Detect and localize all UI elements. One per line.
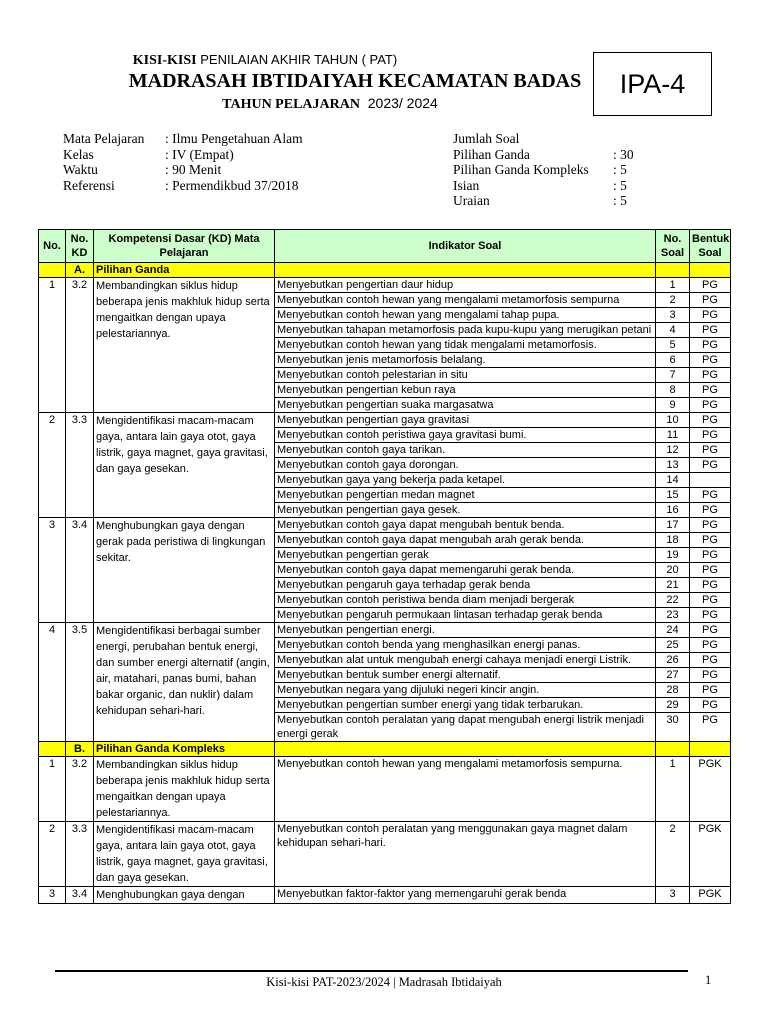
question-number: 9 xyxy=(656,398,690,413)
question-type: PG xyxy=(690,593,731,608)
meta-label: Referensi xyxy=(63,177,115,193)
header-bentuk: Bentuk Soal xyxy=(690,230,731,263)
question-number: 21 xyxy=(656,578,690,593)
kd-number: 3.4 xyxy=(66,518,94,623)
indicator-text: Menyebutkan contoh hewan yang tidak mengalami metamorfosis. xyxy=(275,338,656,353)
kd-description: Mengidentifikasi macam-macam gaya, antara lain gaya otot, gaya listrik, gaya magnet, gaya gravitasi, dan gaya gesekan. xyxy=(94,822,275,887)
question-number: 16 xyxy=(656,503,690,518)
row-number: 3 xyxy=(39,887,66,904)
question-type: PGK xyxy=(690,887,731,904)
academic-year xyxy=(0,95,660,113)
kd-description: Menghubungkan gaya dengan gerak pada peristiwa di lingkungan sekitar. xyxy=(94,518,275,623)
question-type: PG xyxy=(690,578,731,593)
question-type: PG xyxy=(690,563,731,578)
question-type: PG xyxy=(690,713,731,742)
question-number: 3 xyxy=(656,308,690,323)
indicator-text: Menyebutkan pengertian kebun raya xyxy=(275,383,656,398)
kd-number: 3.5 xyxy=(66,623,94,742)
question-number: 29 xyxy=(656,698,690,713)
indicator-text: Menyebutkan negara yang dijuluki negeri kincir angin. xyxy=(275,683,656,698)
question-type: PG xyxy=(690,413,731,428)
meta-value: : 30 xyxy=(613,146,634,162)
indicator-text: Menyebutkan pengertian suaka margasatwa xyxy=(275,398,656,413)
header-no: No. xyxy=(39,230,66,263)
question-number: 3 xyxy=(656,887,690,904)
row-number: 4 xyxy=(39,623,66,742)
meta-row-time xyxy=(63,162,303,178)
row-number: 1 xyxy=(39,757,66,822)
table-row xyxy=(39,278,731,293)
indicator-text: Menyebutkan contoh gaya dapat memengaruhi gerak benda. xyxy=(275,563,656,578)
question-number: 6 xyxy=(656,353,690,368)
kd-description: Mengidentifikasi macam-macam gaya, antara lain gaya otot, gaya listrik, gaya magnet, gaya gravitasi, dan gaya gesekan. xyxy=(94,413,275,518)
section-letter: A. xyxy=(66,263,94,278)
meta-value: : 90 Menit xyxy=(165,162,222,177)
indicator-text: Menyebutkan alat untuk mengubah energi cahaya menjadi energi Listrik. xyxy=(275,653,656,668)
section-row-a xyxy=(39,263,731,278)
indicator-text: Menyebutkan contoh benda yang menghasilkan energi panas. xyxy=(275,638,656,653)
meta-label: Kelas xyxy=(63,146,94,162)
question-type: PG xyxy=(690,428,731,443)
meta-value: : 5 xyxy=(613,162,627,177)
question-type: PGK xyxy=(690,822,731,887)
section-empty xyxy=(275,742,656,757)
meta-label: Waktu xyxy=(63,162,98,177)
indicator-text: Menyebutkan bentuk sumber energi alternatif. xyxy=(275,668,656,683)
question-type: PG xyxy=(690,533,731,548)
meta-row-total xyxy=(453,131,643,147)
question-type: PG xyxy=(690,338,731,353)
question-number: 2 xyxy=(656,822,690,887)
question-number: 17 xyxy=(656,518,690,533)
subject-code: IPA-4 xyxy=(619,68,686,99)
question-number: 13 xyxy=(656,458,690,473)
page-number: 1 xyxy=(705,973,712,987)
table-header-row xyxy=(39,230,731,263)
question-number: 5 xyxy=(656,338,690,353)
indicator-text: Menyebutkan pengertian gerak xyxy=(275,548,656,563)
row-number: 3 xyxy=(39,518,66,623)
kisi-table xyxy=(38,229,731,904)
header-no-soal: No. Soal xyxy=(656,230,690,263)
question-number: 24 xyxy=(656,623,690,638)
academic-year-value: 2023/ 2024 xyxy=(367,95,438,111)
footer-text: Kisi-kisi PAT-2023/2024 | Madrasah Ibtidaiyah xyxy=(266,975,502,989)
question-type: PG xyxy=(690,293,731,308)
question-number: 12 xyxy=(656,443,690,458)
document-subtitle xyxy=(0,52,530,69)
meta-row-reference xyxy=(63,178,303,194)
meta-row-pgk xyxy=(453,162,643,178)
indicator-text: Menyebutkan pengertian sumber energi yang tidak terbarukan. xyxy=(275,698,656,713)
question-number: 4 xyxy=(656,323,690,338)
kd-description: Menghubungkan gaya dengan xyxy=(94,887,275,904)
question-type: PG xyxy=(690,383,731,398)
question-number: 1 xyxy=(656,278,690,293)
meta-row-pg xyxy=(453,147,643,163)
question-number: 7 xyxy=(656,368,690,383)
indicator-text: Menyebutkan faktor-faktor yang memengaruhi gerak benda xyxy=(275,887,656,904)
question-number: 23 xyxy=(656,608,690,623)
table-row xyxy=(39,518,731,533)
section-empty xyxy=(39,742,66,757)
kd-number: 3.4 xyxy=(66,887,94,904)
indicator-text: Menyebutkan pengertian gaya gesek. xyxy=(275,503,656,518)
table-row xyxy=(39,822,731,887)
question-number: 28 xyxy=(656,683,690,698)
indicator-text: Menyebutkan contoh pelestarian in situ xyxy=(275,368,656,383)
indicator-text: Menyebutkan pengertian medan magnet xyxy=(275,488,656,503)
header-indikator: Indikator Soal xyxy=(275,230,656,263)
question-type: PG xyxy=(690,308,731,323)
indicator-text: Menyebutkan pengertian gaya gravitasi xyxy=(275,413,656,428)
indicator-text: Menyebutkan tahapan metamorfosis pada kupu-kupu yang merugikan petani xyxy=(275,323,656,338)
row-number: 1 xyxy=(39,278,66,413)
question-number: 1 xyxy=(656,757,690,822)
kd-description: Membandingkan siklus hidup beberapa jenis makhluk hidup serta mengaitkan dengan upaya pelestariannya. xyxy=(94,278,275,413)
meta-row-subject xyxy=(63,131,303,147)
indicator-text: Menyebutkan pengertian daur hidup xyxy=(275,278,656,293)
indicator-text: Menyebutkan pengaruh permukaan lintasan terhadap gerak benda xyxy=(275,608,656,623)
question-type: PG xyxy=(690,398,731,413)
question-type: PG xyxy=(690,488,731,503)
kd-description: Mengidentifikasi berbagai sumber energi, perubahan bentuk energi, dan sumber energi alternatif (angin, air, matahari, panas bumi, bahan bakar organic, dan nuklir) dalam kehidupan sehari-hari. xyxy=(94,623,275,742)
question-type: PG xyxy=(690,548,731,563)
indicator-text: Menyebutkan contoh peralatan yang dapat mengubah energi listrik menjadi energi gerak xyxy=(275,713,656,742)
footer-divider xyxy=(55,970,688,972)
school-name: MADRASAH IBTIDAIYAH KECAMATAN BADAS xyxy=(128,70,582,92)
question-type: PG xyxy=(690,623,731,638)
section-empty xyxy=(690,742,731,757)
question-number: 22 xyxy=(656,593,690,608)
kd-description: Membandingkan siklus hidup beberapa jenis makhluk hidup serta mengaitkan dengan upaya pelestariannya. xyxy=(94,757,275,822)
meta-label: Pilihan Ganda Kompleks xyxy=(453,162,589,177)
question-type: PG xyxy=(690,638,731,653)
question-type: PG xyxy=(690,518,731,533)
meta-row-class xyxy=(63,147,303,163)
question-type: PG xyxy=(690,458,731,473)
meta-row-isian xyxy=(453,178,643,194)
question-number: 10 xyxy=(656,413,690,428)
meta-value: : Ilmu Pengetahuan Alam xyxy=(165,131,303,146)
indicator-text: Menyebutkan contoh gaya tarikan. xyxy=(275,443,656,458)
academic-year-label: TAHUN PELAJARAN xyxy=(222,97,360,112)
section-letter: B. xyxy=(66,742,94,757)
indicator-text: Menyebutkan contoh peristiwa gaya gravitasi bumi. xyxy=(275,428,656,443)
question-number: 2 xyxy=(656,293,690,308)
indicator-text: Menyebutkan gaya yang bekerja pada ketapel. xyxy=(275,473,656,488)
section-row-b xyxy=(39,742,731,757)
question-type: PG xyxy=(690,503,731,518)
question-type: PG xyxy=(690,443,731,458)
section-empty xyxy=(656,742,690,757)
kd-number: 3.2 xyxy=(66,757,94,822)
indicator-text: Menyebutkan pengaruh gaya terhadap gerak benda xyxy=(275,578,656,593)
question-number: 27 xyxy=(656,668,690,683)
question-type: PG xyxy=(690,278,731,293)
question-type: PGK xyxy=(690,757,731,822)
question-type: PG xyxy=(690,323,731,338)
indicator-text: Menyebutkan contoh peristiwa benda diam menjadi bergerak xyxy=(275,593,656,608)
table-row xyxy=(39,887,731,904)
indicator-text: Menyebutkan pengertian energi. xyxy=(275,623,656,638)
assessment-name: PENILAIAN AKHIR TAHUN ( PAT) xyxy=(200,52,398,67)
header-kd: Kompetensi Dasar (KD) Mata Pelajaran xyxy=(94,230,275,263)
section-title: Pilihan Ganda xyxy=(94,263,275,278)
question-type: PG xyxy=(690,368,731,383)
meta-left xyxy=(63,131,303,193)
meta-label: Pilihan Ganda xyxy=(453,146,530,162)
question-number: 8 xyxy=(656,383,690,398)
kd-number: 3.3 xyxy=(66,822,94,887)
question-type: PG xyxy=(690,653,731,668)
table-row xyxy=(39,757,731,822)
header-no-kd: No. KD xyxy=(66,230,94,263)
indicator-text: Menyebutkan contoh peralatan yang menggunakan gaya magnet dalam kehidupan sehari-hari. xyxy=(275,822,656,887)
row-number: 2 xyxy=(39,413,66,518)
question-type: PG xyxy=(690,698,731,713)
question-number: 14 xyxy=(656,473,690,488)
section-title: Pilihan Ganda Kompleks xyxy=(94,742,275,757)
indicator-text: Menyebutkan contoh hewan yang mengalami metamorfosis sempurna. xyxy=(275,757,656,822)
question-number: 30 xyxy=(656,713,690,742)
table-row xyxy=(39,413,731,428)
kisi-label: KISI-KISI xyxy=(132,53,197,68)
question-number: 15 xyxy=(656,488,690,503)
kd-number: 3.3 xyxy=(66,413,94,518)
row-number: 2 xyxy=(39,822,66,887)
meta-label: Mata Pelajaran xyxy=(63,131,145,146)
question-number: 25 xyxy=(656,638,690,653)
question-type: PG xyxy=(690,608,731,623)
indicator-text: Menyebutkan contoh gaya dapat mengubah arah gerak benda. xyxy=(275,533,656,548)
meta-label: Isian xyxy=(453,177,480,193)
subject-code-box xyxy=(593,52,712,116)
question-number: 26 xyxy=(656,653,690,668)
question-number: 11 xyxy=(656,428,690,443)
kd-number: 3.2 xyxy=(66,278,94,413)
meta-row-uraian xyxy=(453,193,643,209)
meta-label: Uraian xyxy=(453,193,490,208)
indicator-text: Menyebutkan jenis metamorfosis belalang. xyxy=(275,353,656,368)
meta-value: : 5 xyxy=(613,193,627,208)
question-number: 18 xyxy=(656,533,690,548)
indicator-text: Menyebutkan contoh gaya dorongan. xyxy=(275,458,656,473)
meta-value: : IV (Empat) xyxy=(165,146,234,162)
indicator-text: Menyebutkan contoh hewan yang mengalami tahap pupa. xyxy=(275,308,656,323)
question-number: 20 xyxy=(656,563,690,578)
question-type xyxy=(690,473,731,488)
question-number: 19 xyxy=(656,548,690,563)
indicator-text: Menyebutkan contoh hewan yang mengalami metamorfosis sempurna xyxy=(275,293,656,308)
meta-value: : Permendikbud 37/2018 xyxy=(165,177,299,193)
meta-value: : 5 xyxy=(613,177,627,193)
table-row xyxy=(39,623,731,638)
indicator-text: Menyebutkan contoh gaya dapat mengubah bentuk benda. xyxy=(275,518,656,533)
meta-right xyxy=(453,131,643,209)
question-type: PG xyxy=(690,353,731,368)
meta-label: Jumlah Soal xyxy=(453,131,520,146)
question-type: PG xyxy=(690,668,731,683)
question-type: PG xyxy=(690,683,731,698)
